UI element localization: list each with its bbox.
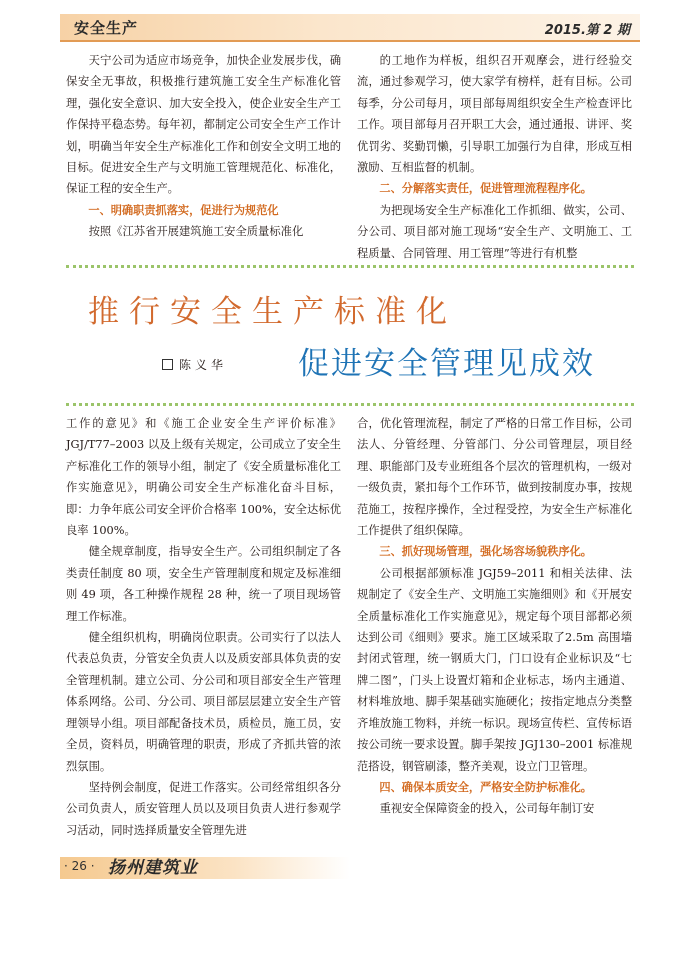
paragraph: 坚持例会制度，促进工作落实。公司经常组织各分公司负责人，质安管理人员以及项目负责人进行参观学习活动，同时选择质量安全管理先进 xyxy=(66,780,341,837)
author-box-icon xyxy=(162,359,173,370)
paragraph: 重视安全保障资金的投入，公司每年制订安 xyxy=(379,802,595,816)
paragraph: 健全组织机构，明确岗位职责。公司实行了以法人代表总负责，分管安全负责人以及质安部具体负责的安全管理机制。建立公司、分公司和项目部安全生产管理体系网络。公司、分公司、项目部层层建立安全生产管理领导小组。项目部配备技术员，质检员，施工员，安全员，资料员，明确管理的职责，形成了齐抓共管的浓烈氛围。 xyxy=(66,631,341,773)
paragraph: 为把现场安全生产标准化工作抓细、做实，公司、分公司、项目部对施工现场“安全生产、文明施工、工程质量、合同管理、用工管理”等进行有机整 xyxy=(357,203,632,260)
paragraph: 天宁公司为适应市场竞争，加快企业发展步伐，确保安全无事故，积极推行建筑施工安全生产标准化管理，强化安全意识、加大安全投入，使企业安全生产工作保持平稳态势。每年初，都制定公司安全生产工作计划，明确当年安全生产标准化工作和创安全文明工地的目标。促进安全生产与文明施工管理规范化、标准化，保证工程的安全生产。 xyxy=(66,54,341,196)
section-heading: 三、抓好现场管理，强化场容场貌秩序化。 xyxy=(379,545,592,559)
article-title: 推行安全生产标准化 xyxy=(88,294,457,330)
paragraph: 按照《江苏省开展建筑施工安全质量标准化 xyxy=(88,225,304,239)
author-name: 陈义华 xyxy=(179,358,228,372)
author-line xyxy=(162,356,227,373)
section-heading: 一、明确职责抓落实，促进行为规范化 xyxy=(88,203,279,217)
paragraph: 的工地作为样板，组织召开观摩会，进行经验交流，通过参观学习，使大家学有榜样，赶有目标。公司每季，分公司每月，项目部每周组织安全生产检查评比工作。项目部每月召开职工大会，通过通报、讲评、奖优罚劣、奖勤罚懒，引导职工加强行为自律，形成互相激励、互相监督的机制。 xyxy=(357,54,632,175)
issue-number: 2015.第 2 期 xyxy=(544,23,630,38)
divider-top xyxy=(66,265,634,268)
page-number: · 26 · xyxy=(64,859,95,873)
page-header xyxy=(60,14,640,42)
page-footer xyxy=(60,857,350,879)
paragraph: 公司根据部颁标准 JGJ59–2011 和相关法律、法规制定了《安全生产、文明施工实施细则》和《开展安全质量标准化工作实施意见》，规定每个项目部都必须达到公司《细则》要求。施工区域采取了2.5m 高围墙封闭式管理，统一钢质大门，门口设有企业标识及“七牌二图”，门头上设置灯箱和企业标志，场内主通道、材料堆放地、脚手架基础实施硬化；按指定地点分类整齐堆放施工物料，并统一标识。现场宣传栏、宣传标语按公司统一要求设置。脚手架按 JGJ130–2001 标准规范搭设，钢管刷漆，整齐美观，设立门卫管理。 xyxy=(357,566,632,773)
section-heading: 二、分解落实责任，促进管理流程程序化。 xyxy=(379,182,592,196)
paragraph: 合，优化管理流程，制定了严格的日常工作目标，公司法人、分管经理、分管部门、分公司管理层，项目经理、职能部门及专业班组各个层次的管理机构，一级对一级负责，紧扣每个工作环节，做到按制度办事，按规范施工，按程序操作，全过程受控，为安全生产标准化工作提供了组织保障。 xyxy=(357,417,632,538)
section-heading: 四、确保本质安全，严格安全防护标准化。 xyxy=(379,780,592,794)
bottom-right-column xyxy=(357,413,632,820)
divider-bottom xyxy=(66,403,634,406)
article-subtitle: 促进安全管理见成效 xyxy=(298,346,595,382)
section-name: 安全生产 xyxy=(74,19,139,37)
top-right-column xyxy=(357,50,632,264)
paragraph: 健全规章制度，指导安全生产。公司组织制定了各类责任制度 80 项，安全生产管理制度和规定及标准细则 49 项，各工种操作规程 28 种，统一了项目现场管理工作标准。 xyxy=(66,545,341,623)
magazine-logo: 扬州建筑业 xyxy=(108,858,198,878)
top-left-column xyxy=(66,50,341,243)
paragraph: 工作的意见》和《施工企业安全生产评价标准》JGJ/T77–2003 以及上级有关规定，公司成立了安全生产标准化工作的领导小组，制定了《安全质量标准化工作实施意见》，明确公司安全生产标准化奋斗目标，即：力争年底公司安全评价合格率 100%，安全达标优良率 100%。 xyxy=(66,417,341,538)
bottom-left-column xyxy=(66,413,341,841)
